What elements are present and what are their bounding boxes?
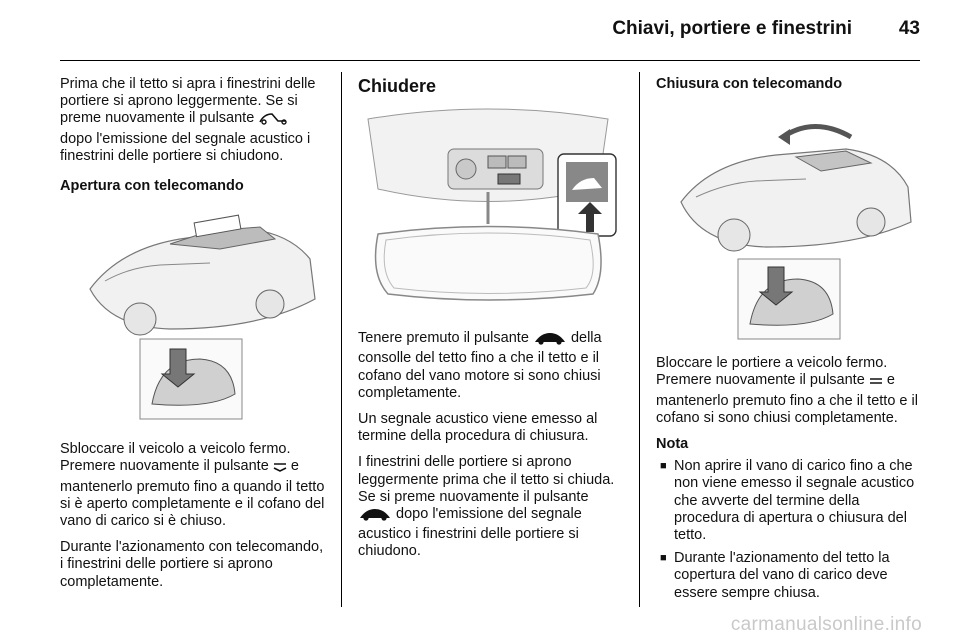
roof-console-illustration <box>358 104 622 316</box>
section-heading: Chiusura con telecomando <box>656 76 843 92</box>
note-heading: Nota <box>656 436 689 453</box>
convertible-closing-illustration <box>656 107 920 341</box>
section-heading: Apertura con telecomando <box>60 178 244 195</box>
signal-paragraph: Un segnale acustico viene emesso al termine della procedura di chiusura. <box>358 411 598 445</box>
remote-lock-icon <box>869 375 883 392</box>
list-item: ■ Durante l'azionamento del tetto la copertura del vano di carico deve essere sempre chiusa. <box>660 550 890 601</box>
page-number: 43 <box>898 18 920 39</box>
note-list <box>656 458 922 602</box>
column-divider <box>639 72 640 607</box>
open-remote-illustration <box>60 209 324 421</box>
column-2 <box>358 76 624 570</box>
column-1 <box>60 76 325 600</box>
windows-paragraph: I finestrini delle portiere si aprono leggermente prima che il tetto si chiuda. Se si preme nuovamente il pulsante dopo l'emissione del segnale acustico i finestrini delle portiere si chiudono. <box>358 454 615 560</box>
intro-paragraph: Prima che il tetto si apra i finestrini delle portiere si aprono leggermente. Se si preme nuovamente il pulsante dopo l'emissione del segnale acustico i finestrini delle portiere si chiudono. <box>60 76 316 164</box>
remote-paragraph: Durante l'azionamento con telecomando, i finestrini delle portiere si aprono completamente. <box>60 539 324 590</box>
remote-unlock-icon <box>273 461 287 478</box>
page-header <box>60 0 920 61</box>
column-3 <box>656 76 922 608</box>
roof-open-icon <box>258 111 290 130</box>
bullet-square-icon: ■ <box>660 460 667 473</box>
section-heading: Chiudere <box>358 76 437 96</box>
unlock-paragraph: Sbloccare il veicolo a veicolo fermo. Premere nuovamente il pulsante e mantenerlo premuto fino a quando il tetto si è aperto completamente e il cofano del vano di carico si è chiuso. <box>60 441 325 530</box>
convertible-car-illustration <box>60 209 324 421</box>
lock-paragraph: Bloccare le portiere a veicolo fermo. Premere nuovamente il pulsante e mantenerlo premuto fino a che il tetto e il cofano si sono chiusi completamente. <box>656 355 918 426</box>
bullet-square-icon: ■ <box>660 552 667 565</box>
page-title: Chiavi, portiere e finestrini <box>612 18 852 39</box>
list-item: ■ Non aprire il vano di carico fino a che non viene emesso il segnale acustico che avverte del termine della procedura di apertura o chiusura del tetto. <box>660 458 915 544</box>
close-remote-illustration <box>656 107 920 341</box>
roof-close-icon <box>358 507 392 526</box>
watermark: carmanualsonline.info <box>730 614 922 635</box>
roof-console-drawing <box>358 104 622 316</box>
roof-close-icon <box>533 331 567 350</box>
close-paragraph: Tenere premuto il pulsante della consolle del tetto fino a che il tetto e il cofano del vano motore si sono chiusi completamente. <box>358 330 602 401</box>
column-divider <box>341 72 342 607</box>
